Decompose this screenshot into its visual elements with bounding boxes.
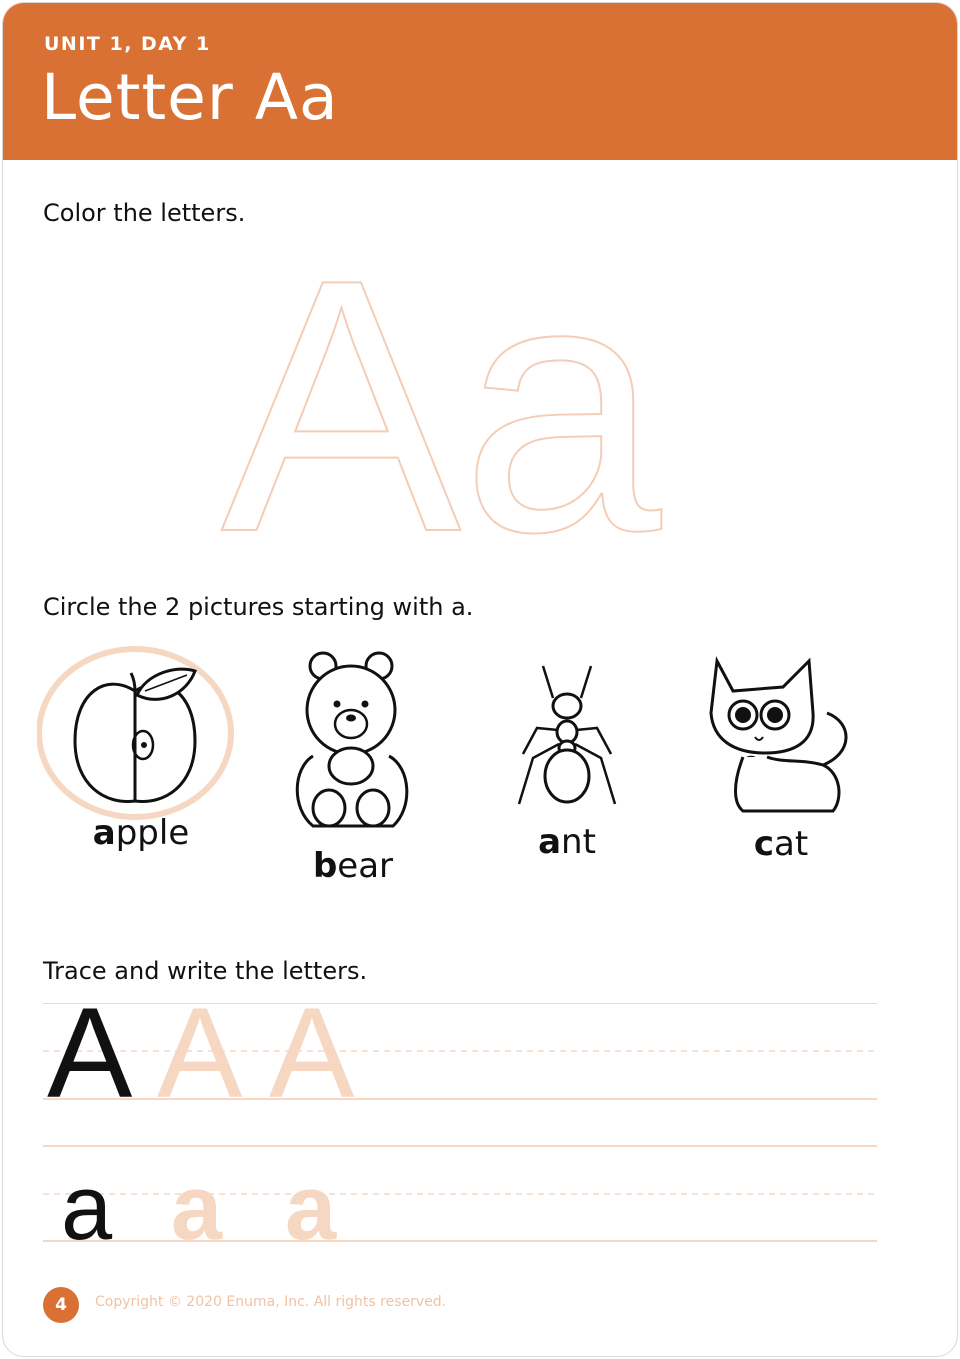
ant-icon: [503, 658, 633, 808]
worksheet-page: [2, 2, 958, 1357]
trace-letter-a: a: [285, 1157, 337, 1248]
circle-instruction: Circle the 2 pictures starting with a.: [43, 593, 474, 621]
word-ant: ant: [538, 822, 596, 862]
page-number-badge: 4: [43, 1287, 79, 1323]
outline-letters-Aa: [203, 248, 723, 548]
header-banner: [3, 3, 957, 160]
page-title: Letter Aa: [41, 61, 339, 134]
unit-label: UNIT 1, DAY 1: [44, 33, 211, 55]
word-bear: bear: [312, 846, 394, 886]
trace-letter-a: a: [171, 1157, 223, 1248]
trace-letter-A: A: [269, 1003, 355, 1125]
color-instruction: Color the letters.: [43, 199, 246, 227]
bear-icon: [283, 648, 423, 838]
trace-letter-A: A: [157, 1003, 243, 1125]
tracing-lines: [43, 1003, 877, 1248]
cat-icon: [703, 653, 863, 818]
model-letter-a: a: [61, 1157, 113, 1248]
outline-letter-upper: Aa: [221, 248, 662, 548]
apple-icon: [37, 643, 247, 823]
word-apple: apple: [92, 813, 190, 853]
word-cat: cat: [753, 824, 809, 864]
model-letter-A: A: [47, 1003, 133, 1125]
copyright-text: Copyright © 2020 Enuma, Inc. All rights reserved.: [95, 1294, 447, 1310]
trace-instruction: Trace and write the letters.: [43, 957, 368, 985]
